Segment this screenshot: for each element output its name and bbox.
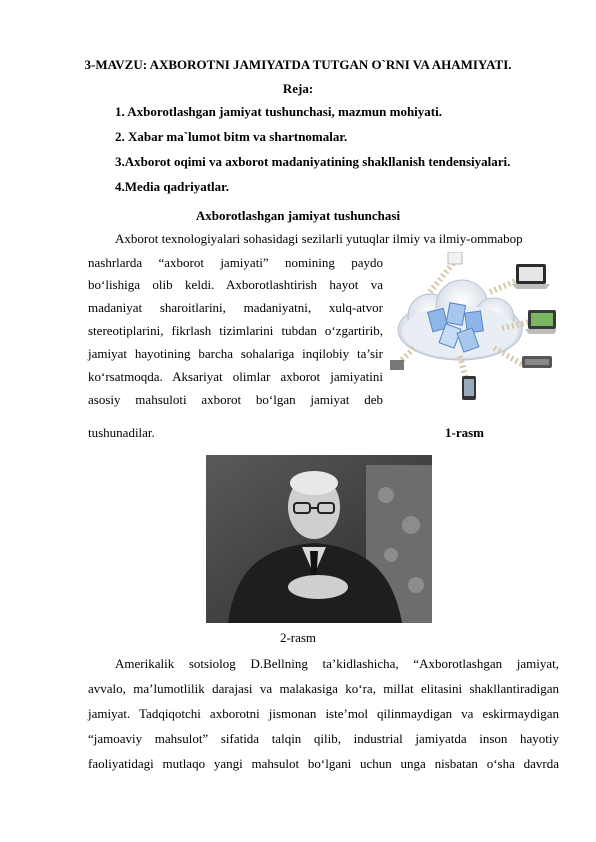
paragraph-1-line: asosiy mahsuloti axborot bo‘lgan jamiyat deb: [88, 392, 383, 407]
plan-item-3: 3.Axborot oqimi va axborot madaniyatining shakllanish tendensiyalari.: [115, 154, 511, 169]
paragraph-1-line: jamiyat hayotining barcha sohalariga inqilobiy ta’sir: [88, 346, 383, 361]
paragraph-2-line: avvalo, ma’lumotlilik darajasi va malakasiga ko‘ra, millat elitasini shakllantiradigan: [88, 681, 559, 696]
paragraph-1-line: nashrlarda “axborot jamiyati” nomining paydo: [88, 255, 383, 270]
section-subtitle: Axborotlashgan jamiyat tushunchasi: [195, 208, 401, 223]
keyboard-icon: [522, 356, 552, 368]
device-icon: [390, 360, 404, 370]
paragraph-1-line: stereotiplarini, fikrlash tizimlarini tubdan o‘zgartirib,: [88, 323, 383, 338]
paragraph-2-line: faoliyatidagi mutlaqo yangi mahsulot bo‘lgani uchun unga nisbatan o‘sha davrda: [88, 756, 559, 771]
plan-item-2: 2. Xabar ma`lumot bitm va shartnomalar.: [115, 129, 348, 144]
paragraph-2-line: jamiyat. Tadqiqotchi axborotni jismonan iste’mol qilinmaydigan va eskirmaydigan: [88, 706, 559, 721]
portrait-photo: [206, 455, 432, 623]
paragraph-2-line: “jamoaviy mahsulot” sifatida talqin qilib, industrial jamiyatda inson hayotiy: [88, 731, 559, 746]
cloud-devices-illustration: [390, 252, 556, 404]
paragraph-1-line: bo‘lishiga olib keldi. Axborotlashtirish hayot va: [88, 277, 383, 292]
figure-1-caption: 1-rasm: [445, 425, 484, 440]
paragraph-1-first-line: Axborot texnologiyalari sohasidagi sezilarli yutuqlar ilmiy va ilmiy-ommabop: [115, 231, 523, 246]
paragraph-1-line: tushunadilar.: [88, 425, 155, 440]
plan-item-4: 4.Media qadriyatlar.: [115, 179, 229, 194]
laptop-icon: [525, 310, 556, 334]
page-title: 3-MAVZU: AXBOROTNI JAMIYATDA TUTGAN O`RNI VA AHAMIYATI.: [84, 57, 512, 72]
plan-item-1: 1. Axborotlashgan jamiyat tushunchasi, mazmun mohiyati.: [115, 104, 442, 119]
figure-2-caption: 2-rasm: [279, 630, 317, 645]
paragraph-1-line: ko‘rsatmoqda. Aksariyat olimlar axborot jamiyatini: [88, 369, 383, 384]
phone-icon: [462, 376, 476, 400]
paragraph-1-line: madaniyat sharoitlarini, madaniyatni, xulq-atvor: [88, 300, 383, 315]
plan-heading: Reja:: [282, 81, 314, 96]
laptop-icon: [512, 264, 550, 289]
paragraph-2-line: Amerikalik sotsiolog D.Bellning ta’kidlashicha, “Axborotlashgan jamiyat,: [115, 656, 559, 671]
document-icon: [448, 252, 462, 264]
